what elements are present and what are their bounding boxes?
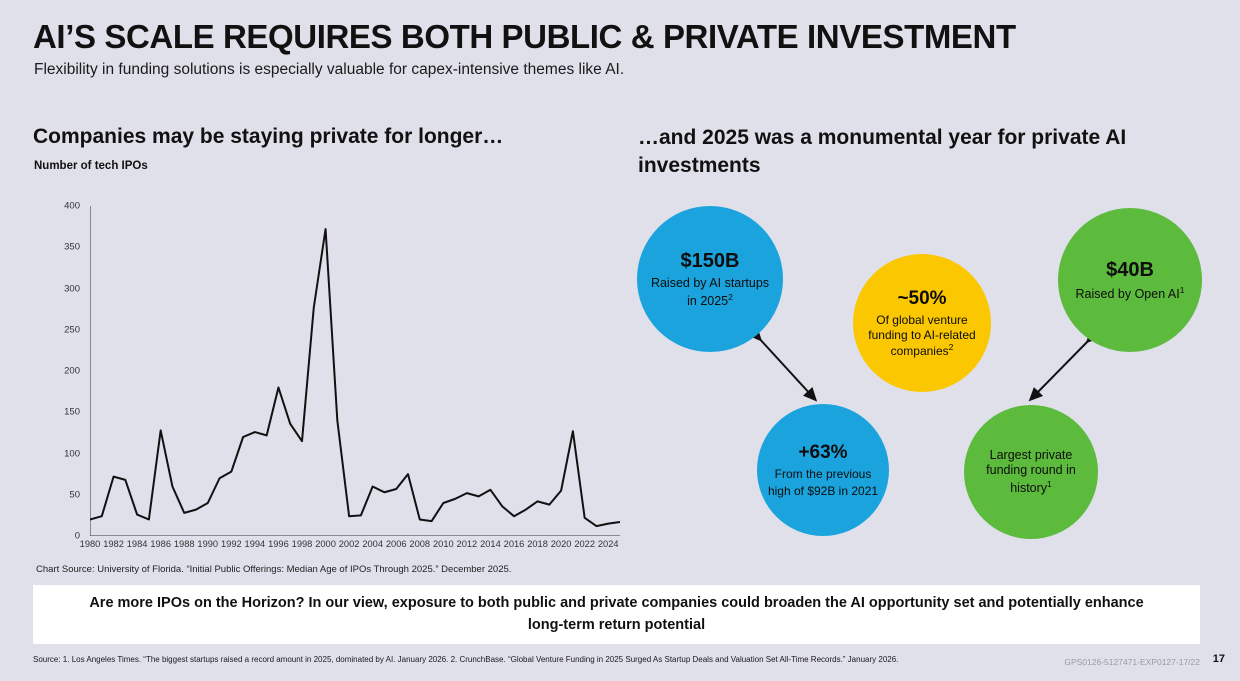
chart-x-tick: 2022 (574, 539, 595, 549)
chart-x-tick: 2024 (597, 539, 619, 549)
chart-y-tick: 150 (64, 406, 80, 418)
footer-code: GPS0126-5127471-EXP0127-17/22 (1064, 657, 1200, 667)
chart-x-tick: 1998 (291, 539, 313, 549)
bubble-raised-by-ai-startups (637, 206, 783, 352)
chart-x-tick: 2002 (338, 539, 360, 549)
chart-x-tick: 1992 (220, 539, 242, 549)
chart-x-tick: 2018 (527, 539, 548, 549)
chart-x-tick: 1984 (126, 539, 148, 549)
chart-x-tick: 2008 (409, 539, 431, 549)
chart-x-tick: 2014 (480, 539, 501, 549)
chart-source-note: Chart Source: University of Florida. “Initial Public Offerings: Median Age of IPOs Through 2025.” December 2025. (36, 564, 512, 575)
page-number: 17 (1212, 653, 1225, 665)
chart-x-tick: 1988 (173, 539, 195, 549)
chart-y-tick: 300 (64, 283, 80, 294)
footer-source: Source: 1. Los Angeles Times. “The biggest startups raised a record amount in 2025, dominated by AI. January 2026. 2. CrunchBase. “Global Venture Funding in 2025 Surged As Startup Deals and Valuation Set All-Time Records.” January 2026. (33, 655, 899, 664)
bubble-footnote-marker: 1 (1179, 284, 1185, 295)
bubble-label (757, 467, 889, 498)
bubble-value: +63% (798, 442, 848, 464)
chart-y-tick: 400 (64, 200, 80, 212)
chart-x-tick: 1982 (103, 539, 124, 549)
bubble-footnote-marker: 1 (1047, 478, 1052, 489)
bubble-footnote-marker: 2 (948, 342, 954, 353)
chart-x-tick: 2006 (385, 539, 407, 549)
chart-x-tick: 1986 (150, 539, 171, 549)
chart-x-tick: 1994 (244, 539, 266, 549)
bubble-label-text: From the previous high of $92B in 2021 (767, 467, 879, 499)
chart-x-tick: 2016 (503, 539, 525, 549)
chart-y-tick: 250 (64, 324, 80, 336)
bubble-label (853, 313, 991, 359)
chart-x-tick: 2020 (550, 539, 572, 549)
chart-x-tick: 2000 (315, 539, 336, 549)
chart-plot-area (90, 206, 620, 536)
bubble-label-text: Raised by AI startups in 2025 (650, 276, 770, 308)
bubble-largest-private-round (964, 405, 1098, 539)
chart-y-tick: 200 (64, 365, 80, 377)
chart-x-tick: 2010 (432, 539, 454, 549)
bubble-label-text: Raised by Open AI (1075, 287, 1180, 302)
bubble-footnote-marker: 2 (728, 291, 733, 302)
bubble-value: $40B (1106, 258, 1154, 281)
bubble-global-venture-funding (853, 254, 991, 392)
chart-x-axis (79, 539, 620, 555)
bubble-raised-by-openai (1058, 208, 1202, 352)
chart-axis-note: Number of tech IPOs (34, 160, 148, 172)
chart-y-tick: 50 (69, 489, 80, 501)
chart-x-tick: 1996 (268, 539, 289, 549)
bubble-value: ~50% (897, 287, 947, 309)
page-subtitle: Flexibility in funding solutions is especially valuable for capex-intensive themes like AI. (34, 61, 625, 78)
chart-y-tick: 100 (64, 448, 80, 459)
bubble-increase-from-previous-high (757, 404, 889, 536)
chart-x-tick: 2004 (362, 539, 383, 549)
ipo-line-chart (30, 196, 630, 561)
bubble-label (637, 276, 783, 309)
chart-y-tick: 350 (64, 241, 80, 253)
bubble-label-text: Of global venture funding to AI-related companies (868, 313, 976, 359)
chart-y-tick: 0 (74, 530, 80, 542)
chart-x-tick: 1980 (79, 539, 101, 549)
bubble-label (964, 448, 1098, 496)
bubble-value: $150B (680, 249, 740, 272)
bubble-label-text: Largest private funding round in history (986, 448, 1076, 495)
page-title: AI’S SCALE REQUIRES BOTH PUBLIC & PRIVATE INVESTMENT (33, 18, 1016, 55)
callout-bar (33, 585, 1200, 644)
right-panel-heading: …and 2025 was a monumental year for private AI investments (638, 126, 1127, 178)
chart-x-tick: 1990 (197, 539, 219, 549)
left-panel-heading: Companies may be staying private for longer… (33, 125, 504, 148)
chart-x-tick: 2012 (456, 539, 478, 549)
callout-text: Are more IPOs on the Horizon? In our view, exposure to both public and private companies could broaden the AI opportunity set and potentially enhance long-term return potential (89, 595, 1144, 633)
chart-line-svg (90, 206, 620, 536)
chart-y-axis (30, 200, 84, 542)
bubble-label (1066, 285, 1195, 302)
